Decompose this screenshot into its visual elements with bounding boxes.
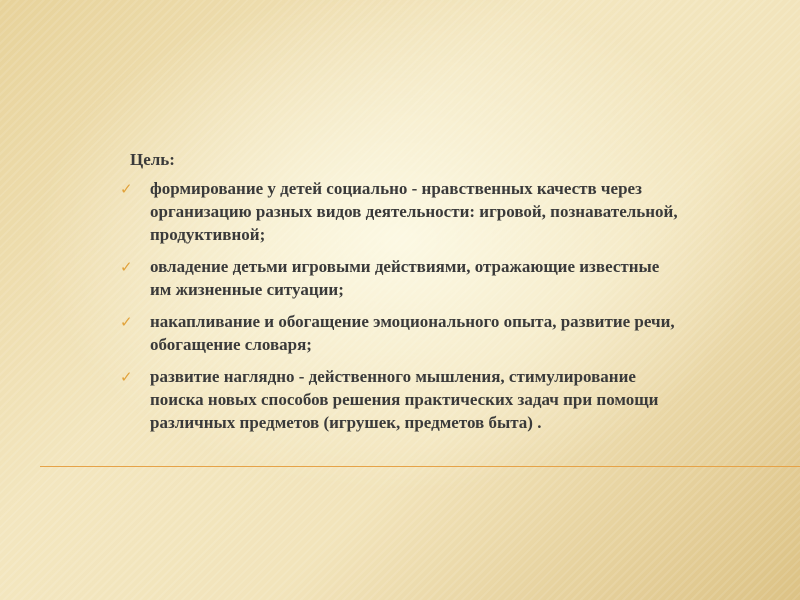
list-item — [120, 177, 680, 246]
list-item-text: формирование у детей социально - нравственных качеств через организацию разных видов деятельности: игровой, познавательной, продуктивной; — [150, 179, 678, 244]
list-item-text: овладение детьми игровыми действиями, отражающие известные им жизненные ситуации; — [150, 257, 660, 299]
list-item-text: накапливание и обогащение эмоционального опыта, развитие речи, обогащение словаря; — [150, 312, 675, 354]
list-item — [120, 310, 680, 356]
goal-list — [120, 177, 680, 443]
checkmark-icon: ✓ — [120, 258, 133, 276]
checkmark-icon: ✓ — [120, 180, 133, 198]
checkmark-icon: ✓ — [120, 313, 133, 331]
list-item-text: развитие наглядно - действенного мышления, стимулирование поиска новых способов решения практических задач при помощи различных предметов (игрушек, предметов быта) . — [150, 367, 659, 432]
slide-title: Цель: — [130, 150, 175, 169]
checkmark-icon: ✓ — [120, 368, 133, 386]
list-item — [120, 365, 680, 434]
divider-line — [40, 466, 800, 467]
list-item — [120, 255, 680, 301]
